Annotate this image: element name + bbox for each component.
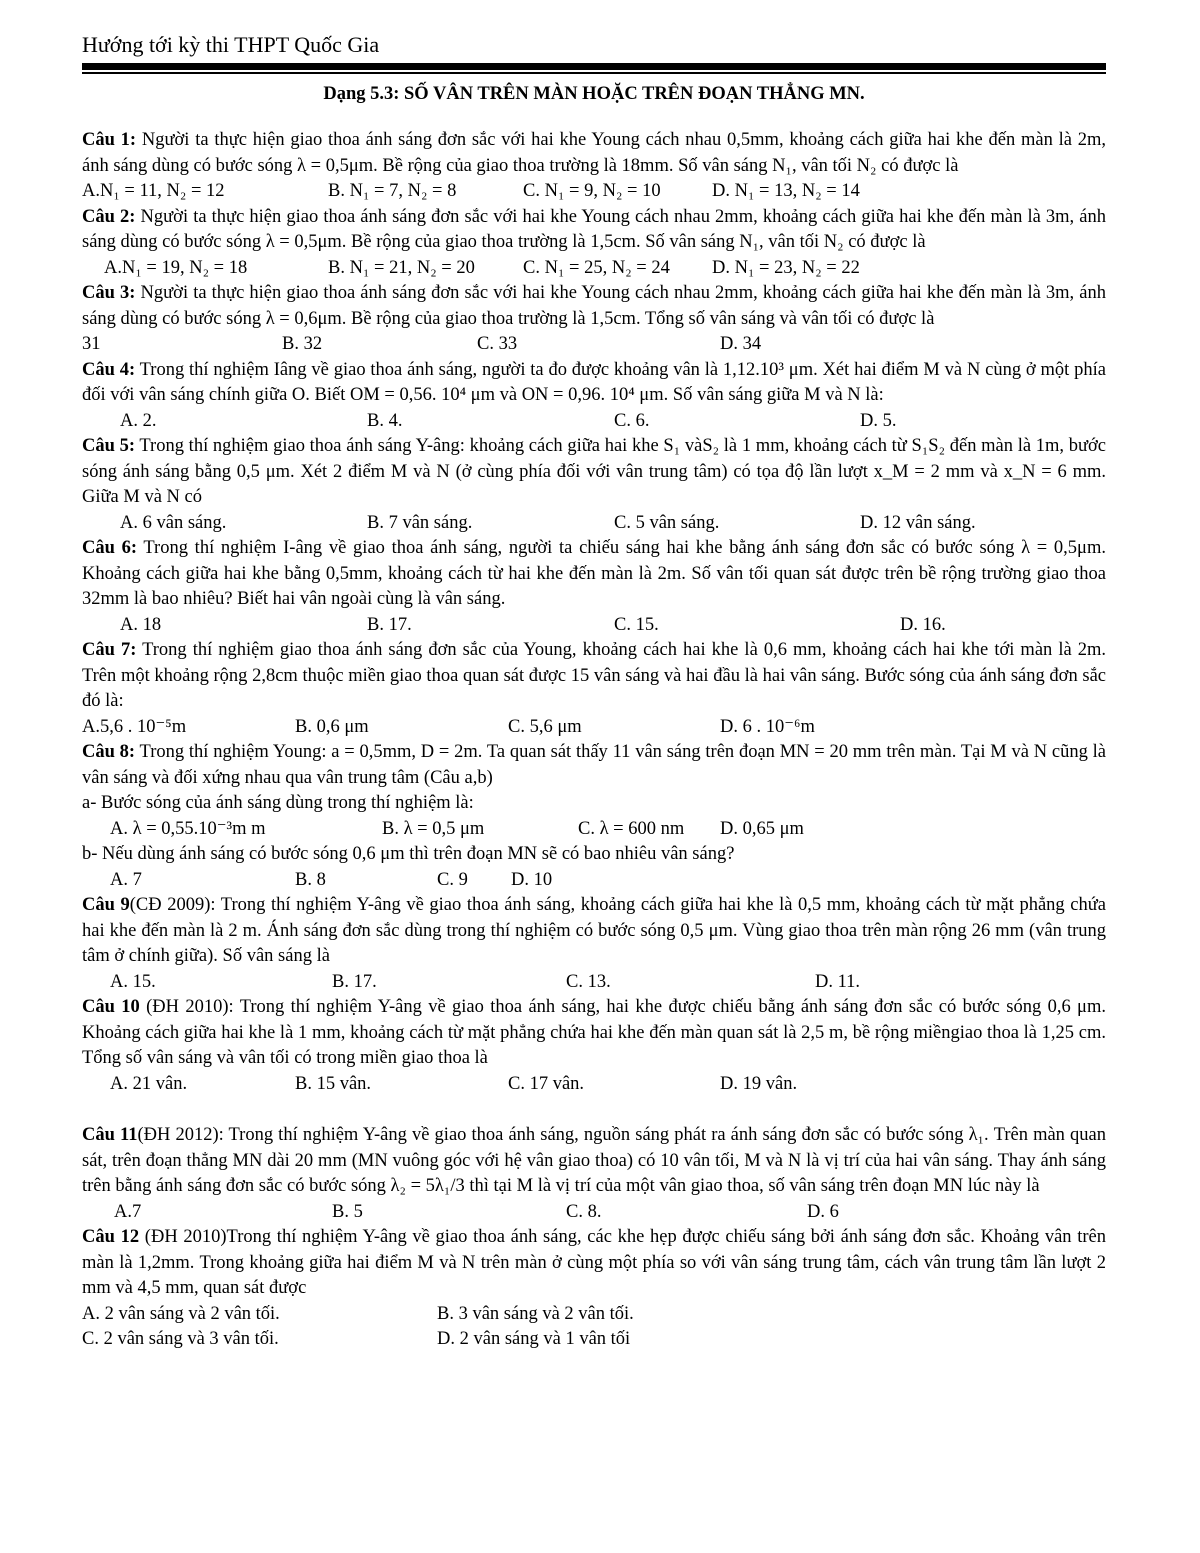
question-10 (82, 995, 1106, 1072)
question-12-options-row1 (82, 1302, 1106, 1328)
option-b[interactable]: B. 17. (367, 614, 412, 635)
header-rule-thin (82, 72, 1106, 74)
question-label: Câu 9 (82, 895, 130, 915)
option-a[interactable]: A. 7 (110, 869, 142, 890)
option-c[interactable]: C. N₁ = 25, N₂ = 24 (523, 257, 670, 278)
option-b[interactable]: B. 7 vân sáng. (367, 512, 473, 533)
option-a[interactable]: A. λ = 0,55.10⁻³m m (110, 818, 266, 839)
question-label: Câu 7: (82, 640, 137, 660)
option-d[interactable]: D. 2 vân sáng và 1 vân tối (437, 1329, 631, 1349)
question-label: Câu 10 (82, 997, 140, 1017)
question-stem: Trong thí nghiệm Iâng về giao thoa ánh sáng, người ta đo được khoảng vân là 1,12.10³ μm. Xét hai điểm M và N cùng ở một phía đối với vân sáng chính giữa O. Biết OM = 0,56. 10⁴ μm và ON = 0,96. 10⁴ μm. Số vân sáng giữa M và N là: (82, 359, 1107, 405)
question-9 (82, 893, 1106, 970)
option-c[interactable]: C. 13. (566, 971, 611, 992)
option-c[interactable]: C. 5,6 μm (508, 716, 582, 737)
question-stem: Người ta thực hiện giao thoa ánh sáng đơn sắc với hai khe Young cách nhau 2mm, khoảng cách giữa hai khe đến màn là 3m, ánh sáng dùng có bước sóng λ = 0,5μm. Bề rộng của giao thoa trường là 1,5cm. Số vân sáng N₁, vân tối N₂ có được là (82, 206, 1106, 252)
option-b[interactable]: B. N₁ = 21, N₂ = 20 (328, 257, 475, 278)
option-a[interactable]: A.N₁ = 19, N₂ = 18 (104, 257, 248, 278)
question-label: Câu 5: (82, 436, 136, 456)
option-b[interactable]: B. λ = 0,5 μm (382, 818, 485, 839)
question-3 (82, 281, 1106, 332)
option-c[interactable]: C. 2 vân sáng và 3 vân tối. (82, 1329, 279, 1349)
option-c[interactable]: C. 17 vân. (508, 1073, 585, 1094)
section-title: Dạng 5.3: SỐ VÂN TRÊN MÀN HOẶC TRÊN ĐOẠN THẲNG MN. (323, 84, 865, 104)
option-a[interactable]: A. 15. (110, 971, 156, 992)
question-9-options (82, 970, 1106, 996)
question-label: Câu 6: (82, 538, 138, 558)
question-8-part-a: a- Bước sóng của ánh sáng dùng trong thí nghiệm là: (82, 793, 474, 813)
option-d[interactable]: D. 34 (720, 334, 762, 354)
option-b[interactable]: B. 17. (332, 971, 377, 992)
option-b[interactable]: B. 0,6 μm (295, 716, 369, 737)
question-label: Câu 2: (82, 206, 136, 227)
option-c[interactable]: C. λ = 600 nm (578, 818, 685, 839)
question-label: Câu 11 (82, 1125, 138, 1145)
question-1-options (82, 179, 1106, 205)
option-b[interactable]: B. 8 (295, 869, 326, 890)
question-label: Câu 4: (82, 359, 136, 380)
option-d[interactable]: D. 10 (511, 869, 553, 890)
option-d[interactable]: D. N₁ = 23, N₂ = 22 (712, 257, 860, 278)
question-12 (82, 1225, 1106, 1302)
option-d[interactable]: D. 11. (815, 971, 861, 992)
question-stem: Trong thí nghiệm Young: a = 0,5mm, D = 2m. Ta quan sát thấy 11 vân sáng trên đoạn MN = 20 mm trên màn. Tại M và N cũng là vân sáng và đối xứng nhau qua vân trung tâm (Câu a,b) (82, 742, 1107, 788)
option-d[interactable]: D. 5. (860, 410, 897, 431)
option-a[interactable]: A.7 (114, 1201, 142, 1222)
option-b[interactable]: B. N₁ = 7, N₂ = 8 (328, 181, 457, 201)
option-c[interactable]: C. 9 (437, 869, 468, 890)
option-a[interactable]: A.N₁ = 11, N₂ = 12 (82, 181, 225, 201)
option-d[interactable]: D. 6 . 10⁻⁶m (720, 716, 815, 737)
option-d[interactable]: D. 12 vân sáng. (860, 512, 976, 533)
option-a[interactable]: A.5,6 . 10⁻⁵m (82, 716, 187, 737)
question-6 (82, 536, 1106, 613)
question-11-options (82, 1200, 1106, 1226)
question-12-options-row2 (82, 1327, 1106, 1353)
option-a[interactable]: A. 6 vân sáng. (120, 512, 227, 533)
question-6-options (82, 613, 1106, 639)
question-stem: Người ta thực hiện giao thoa ánh sáng đơn sắc với hai khe Young cách nhau 0,5mm, khoảng cách giữa hai khe đến màn là 2m, ánh sáng dùng có bước sóng λ = 0,5μm. Bề rộng của giao thoa trường là 18mm. Số vân sáng N₁, vân tối N₂ có được là (82, 130, 1107, 176)
option-b[interactable]: B. 32 (282, 334, 323, 354)
question-stem: Trong thí nghiệm giao thoa ánh sáng Y-âng: khoảng cách giữa hai khe S₁ vàS₂ là 1 mm, khoảng cách từ S₁S₂ đến màn là 1m, bước sóng ánh sáng bằng 0,5 μm. Xét 2 điểm M và N (ở cùng phía đối với vân trung tâm) có tọa độ lần lượt x_M = 2 mm và x_N = 6 mm. Giữa M và N có (82, 436, 1107, 507)
question-5 (82, 434, 1106, 511)
option-a[interactable]: 31 (82, 334, 101, 354)
option-d[interactable]: D. 6 (807, 1201, 839, 1222)
option-c[interactable]: C. 8. (566, 1201, 602, 1222)
question-stem: (ĐH 2012): Trong thí nghiệm Y-âng về giao thoa ánh sáng, nguồn sáng phát ra ánh sáng đơn sắc có bước sóng λ₁. Trên màn quan sát, trên đoạn thẳng MN dài 20 mm (MN vuông góc với hệ vân giao thoa) có 10 vân tối, M và N là vị trí của hai vân sáng. Thay ánh sáng trên bằng ánh sáng đơn sắc có bước sóng λ₂ = 5λ₁/3 thì tại M là vị trí của một vân giao thoa, số vân sáng trên đoạn MN lúc này là (82, 1125, 1106, 1196)
option-d[interactable]: D. 0,65 μm (720, 818, 804, 839)
running-title: Hướng tới kỳ thi THPT Quốc Gia (82, 32, 380, 57)
option-b[interactable]: B. 15 vân. (295, 1073, 372, 1094)
question-stem: (CĐ 2009): Trong thí nghiệm Y-âng về giao thoa ánh sáng, khoảng cách giữa hai khe là 0,5 mm, khoảng cách từ mặt phẳng chứa hai khe đến màn là 2 m. Ánh sáng đơn sắc dùng trong thí nghiệm có bước sóng 0,5 μm. Vùng giao thoa trên màn rộng 26 mm (vân trung tâm ở chính giữa). Số vân sáng là (82, 895, 1106, 966)
question-stem: (ĐH 2010)Trong thí nghiệm Y-âng về giao thoa ánh sáng, các khe hẹp được chiếu sáng bởi ánh sáng đơn sắc. Khoảng vân trên màn là 1,2mm. Trong khoảng giữa hai điểm M và N trên màn ở cùng một phía so với vân sáng trung tâm, cách vân trung tâm lần lượt 2 mm và 4,5 mm, quan sát được (82, 1227, 1107, 1298)
question-3-options (82, 332, 1106, 358)
option-b[interactable]: B. 4. (367, 410, 403, 431)
question-2 (82, 205, 1106, 256)
question-7 (82, 638, 1106, 715)
question-stem: Trong thí nghiệm giao thoa ánh sáng đơn sắc của Young, khoảng cách hai khe là 0,6 mm, khoảng cách hai khe tới màn là 2m. Trên một khoảng rộng 2,8cm thuộc miền giao thoa quan sát được 15 vân sáng và hai đầu là hai vân sáng. Bước sóng của ánh sáng đơn sắc đó là: (82, 640, 1107, 711)
question-label: Câu 12 (82, 1227, 140, 1247)
question-8-part-b: b- Nếu dùng ánh sáng có bước sóng 0,6 μm thì trên đoạn MN sẽ có bao nhiêu vân sáng? (82, 844, 735, 864)
option-a[interactable]: A. 21 vân. (110, 1073, 188, 1094)
option-d[interactable]: D. 16. (900, 614, 946, 635)
option-c[interactable]: C. N₁ = 9, N₂ = 10 (523, 181, 661, 201)
option-b[interactable]: B. 5 (332, 1201, 363, 1222)
option-d[interactable]: D. N₁ = 13, N₂ = 14 (712, 181, 860, 201)
question-1 (82, 128, 1106, 179)
option-b[interactable]: B. 3 vân sáng và 2 vân tối. (437, 1303, 634, 1324)
option-a[interactable]: A. 18 (120, 614, 162, 635)
question-label: Câu 1: (82, 130, 137, 150)
document-page (82, 30, 1106, 1353)
question-7-options (82, 715, 1106, 741)
question-5-options (82, 511, 1106, 537)
question-stem: (ĐH 2010): Trong thí nghiệm Y-âng về giao thoa ánh sáng, hai khe được chiếu bằng ánh sáng đơn sắc có bước sóng 0,6 μm. Khoảng cách giữa hai khe là 1 mm, khoảng cách từ mặt phẳng chứa hai khe đến màn quan sát là 2,5 m, bề rộng miềngiao thoa là 1,25 cm. Tổng số vân sáng và vân tối có trong miền giao thoa là (82, 997, 1106, 1068)
question-4 (82, 358, 1106, 409)
question-label: Câu 3: (82, 283, 136, 303)
option-a[interactable]: A. 2 vân sáng và 2 vân tối. (82, 1303, 280, 1324)
option-a[interactable]: A. 2. (120, 410, 157, 431)
question-10-options (82, 1072, 1106, 1098)
option-c[interactable]: C. 33 (477, 334, 518, 354)
question-8 (82, 740, 1106, 791)
option-c[interactable]: C. 5 vân sáng. (614, 512, 720, 533)
question-stem: Trong thí nghiệm I-âng về giao thoa ánh sáng, người ta chiếu sáng hai khe bằng ánh sáng đơn sắc có bước sóng λ = 0,5μm. Khoảng cách giữa hai khe bằng 0,5mm, khoảng cách từ hai khe đến màn là 2m. Số vân tối quan sát được trên bề rộng trường giao thoa 32mm là bao nhiêu? Biết hai vân ngoài cùng là vân sáng. (82, 538, 1106, 609)
option-d[interactable]: D. 19 vân. (720, 1073, 798, 1094)
question-label: Câu 8: (82, 742, 136, 762)
question-11 (82, 1123, 1106, 1200)
question-2-options (82, 256, 1106, 282)
header-rule-thick (82, 63, 1106, 70)
option-c[interactable]: C. 6. (614, 410, 650, 431)
question-8a-options (82, 817, 1106, 843)
question-8b-options (82, 868, 1106, 894)
question-stem: Người ta thực hiện giao thoa ánh sáng đơn sắc với hai khe Young cách nhau 2mm, khoảng cách giữa hai khe đến màn là 3m, ánh sáng dùng có bước sóng λ = 0,6μm. Bề rộng của giao thoa trường là 1,5cm. Tổng số vân sáng và vân tối có được là (82, 283, 1106, 329)
option-c[interactable]: C. 15. (614, 614, 659, 635)
question-4-options (82, 409, 1106, 435)
